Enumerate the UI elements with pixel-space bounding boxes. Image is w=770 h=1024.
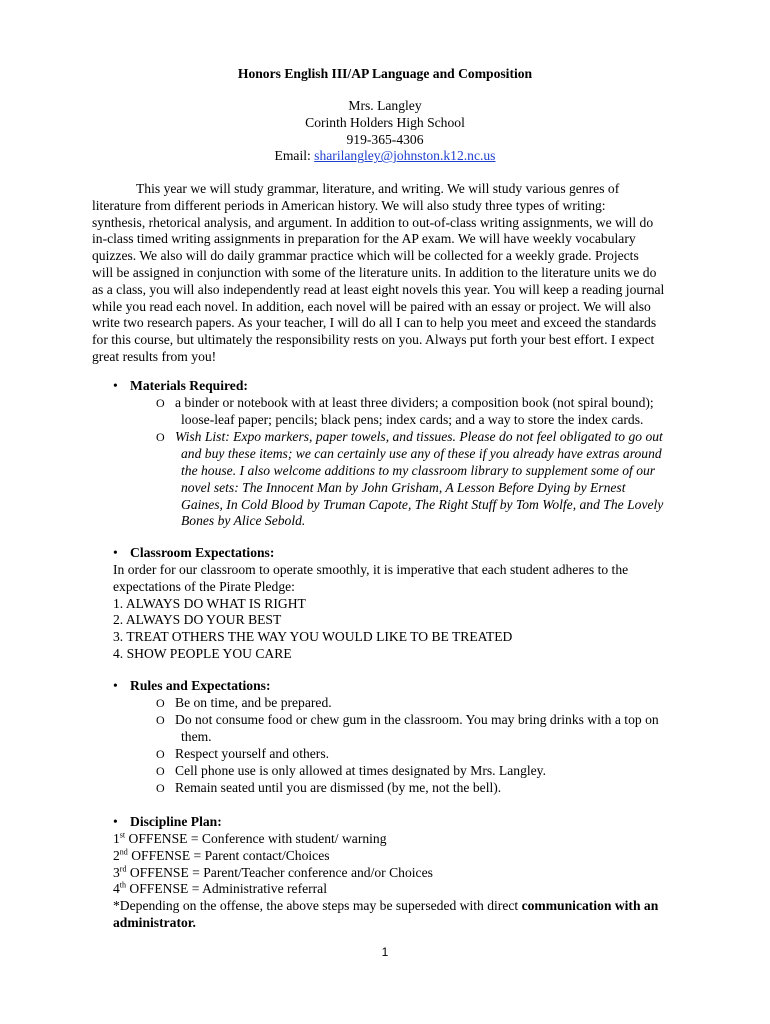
circle-bullet-icon: O [156, 764, 165, 778]
materials-item-wishlist-cont: Bones by Alice Sebold. [181, 513, 306, 528]
circle-bullet-icon: O [156, 396, 165, 410]
rules-heading: • Rules and Expectations: [113, 678, 271, 693]
phone-number: 919-365-4306 [346, 131, 424, 147]
expectations-heading: • Classroom Expectations: [113, 545, 275, 560]
pledge-item: 1. ALWAYS DO WHAT IS RIGHT [113, 596, 306, 611]
intro-paragraph [92, 181, 692, 366]
intro-line: literature from different periods in American history. We will also study three types of writing: [92, 197, 606, 213]
bullet-icon: • [113, 814, 118, 829]
bullet-icon: • [113, 545, 118, 560]
pledge-item: 2. ALWAYS DO YOUR BEST [113, 612, 282, 627]
intro-line: quizzes. We also will do daily grammar practice which will be collected for a weekly grade. Projects [92, 248, 639, 264]
teacher-name: Mrs. Langley [348, 98, 422, 113]
bullet-icon: • [113, 678, 118, 693]
materials-item-binder: O a binder or notebook with at least three dividers; a composition book (not spiral bound); [156, 395, 654, 410]
materials-item-wishlist-cont: Gaines, In Cold Blood by Truman Capote, The Right Stuff by Tom Wolfe, and The Lovely [181, 497, 664, 512]
materials-item-wishlist-cont: the house. I also welcome additions to my classroom library to supplement some of our [181, 463, 656, 478]
rule-item: O Be on time, and be prepared. [156, 695, 332, 710]
circle-bullet-icon: O [156, 747, 165, 761]
intro-line: as a class, you will also independently read at least eight novels this year. You will keep a reading journal [92, 281, 665, 297]
intro-line: write two research papers. As your teacher, I will do all I can to help you meet and exceed the standards [92, 315, 657, 331]
intro-line: will be assigned in conjunction with some of the literature units. In addition to the literature units we do [92, 264, 657, 280]
circle-bullet-icon: O [156, 713, 165, 727]
bullet-icon: • [113, 378, 118, 393]
expectations-line: In order for our classroom to operate smoothly, it is imperative that each student adheres to the [113, 562, 629, 577]
materials-item-binder-cont: loose-leaf paper; pencils; black pens; index cards; and a way to store the index cards. [181, 412, 644, 427]
rule-item: O Cell phone use is only allowed at times designated by Mrs. Langley. [156, 763, 546, 778]
materials-item-wishlist: O Wish List: Expo markers, paper towels, and tissues. Please do not feel obligated to go out [156, 429, 663, 444]
circle-bullet-icon: O [156, 696, 165, 710]
intro-line: synthesis, rhetorical analysis, and argument. In addition to out-of-class writing assignments, we will do [92, 214, 654, 230]
circle-bullet-icon: O [156, 430, 165, 444]
discipline-note-cont: administrator. [113, 915, 196, 930]
expectations-line: expectations of the Pirate Pledge: [113, 579, 295, 594]
intro-line: while you read each novel. In addition, each novel will be paired with an essay or project. We will also [92, 298, 651, 314]
rule-item: O Remain seated until you are dismissed (by me, not the bell). [156, 780, 502, 795]
offense-line: 3rd OFFENSE = Parent/Teacher conference and/or Choices [113, 864, 433, 880]
contact-header [0, 98, 770, 165]
circle-bullet-icon: O [156, 781, 165, 795]
discipline-note: *Depending on the offense, the above steps may be superseded with direct communication with an [113, 898, 659, 913]
pledge-item: 4. SHOW PEOPLE YOU CARE [113, 646, 292, 661]
page-number: 1 [381, 945, 389, 959]
offense-line: 1st OFFENSE = Conference with student/ warning [113, 830, 387, 846]
email-link[interactable]: sharilangley@johnston.k12.nc.us [314, 148, 496, 164]
rule-item-cont: them. [181, 729, 212, 744]
rule-item: O Respect yourself and others. [156, 746, 330, 761]
materials-item-wishlist-cont: and buy these items; we can certainly use any of these if you already have extras around [181, 446, 662, 461]
email-label: Email: [274, 148, 315, 164]
materials-heading: • Materials Required: [113, 378, 248, 393]
intro-line: in-class timed writing assignments in preparation for the AP exam. We will have weekly vocabulary [92, 231, 636, 247]
pledge-item: 3. TREAT OTHERS THE WAY YOU WOULD LIKE TO BE TREATED [113, 629, 513, 644]
offense-line: 4th OFFENSE = Administrative referral [113, 880, 327, 896]
document-title: Honors English III/AP Language and Composition [237, 66, 533, 81]
offense-line: 2nd OFFENSE = Parent contact/Choices [113, 847, 330, 863]
discipline-heading: • Discipline Plan: [113, 814, 222, 829]
intro-line: for this course, but ultimately the responsibility rests on you. Always put forth your best effort. I expect [92, 332, 655, 348]
intro-line: This year we will study grammar, literature, and writing. We will study various genres of [136, 181, 620, 196]
rule-item: O Do not consume food or chew gum in the classroom. You may bring drinks with a top on [156, 712, 659, 727]
materials-item-wishlist-cont: novel sets: The Innocent Man by John Grisham, A Lesson Before Dying by Ernest [181, 480, 626, 495]
intro-line: great results from you! [92, 348, 217, 364]
email-line [0, 148, 770, 165]
school-name: Corinth Holders High School [305, 114, 465, 130]
